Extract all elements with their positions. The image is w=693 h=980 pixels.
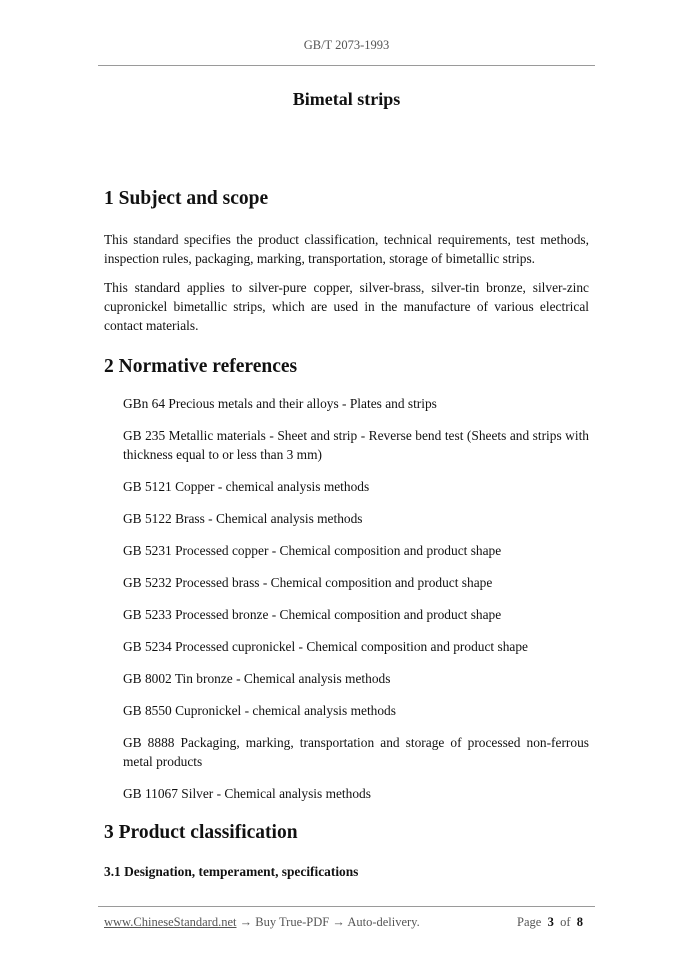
reference-item: GB 5232 Processed brass - Chemical composition and product shape — [123, 575, 493, 590]
arrow-right-icon: → — [332, 915, 345, 929]
page-number — [517, 915, 583, 930]
footer-delivery-text: Auto-delivery. — [347, 915, 420, 929]
reference-item: GB 5233 Processed bronze - Chemical composition and product shape — [123, 607, 502, 622]
reference-item: GB 8002 Tin bronze - Chemical analysis methods — [123, 671, 391, 686]
reference-item: GB 5234 Processed cupronickel - Chemical composition and product shape — [123, 639, 528, 654]
section-1-heading: 1 Subject and scope — [104, 188, 269, 209]
footer-buy-text: Buy True-PDF — [255, 915, 330, 929]
of-label: of — [560, 915, 571, 929]
footer-promo — [104, 915, 420, 930]
section-2-heading: 2 Normative references — [104, 356, 298, 377]
subsection-3-1-heading: 3.1 Designation, temperament, specifications — [104, 864, 359, 879]
section-1-paragraph-1: This standard specifies the product classification, technical requirements, test methods, inspection rules, packaging, marking, transportation, storage of bimetallic strips. — [104, 232, 589, 266]
header-divider — [98, 65, 595, 66]
footer-divider — [98, 906, 595, 907]
total-pages: 8 — [576, 915, 583, 929]
reference-item: GB 11067 Silver - Chemical analysis methods — [123, 786, 371, 801]
reference-item: GB 5122 Brass - Chemical analysis methods — [123, 511, 363, 526]
reference-item: GB 8550 Cupronickel - chemical analysis methods — [123, 703, 396, 718]
reference-item: GB 5231 Processed copper - Chemical composition and product shape — [123, 543, 502, 558]
reference-item: GB 8888 Packaging, marking, transportation and storage of processed non-ferrous metal products — [123, 735, 589, 769]
reference-list — [104, 394, 589, 803]
current-page: 3 — [547, 915, 554, 929]
reference-item: GBn 64 Precious metals and their alloys - Plates and strips — [123, 396, 437, 411]
section-3-heading: 3 Product classification — [104, 822, 298, 843]
reference-item: GB 235 Metallic materials - Sheet and strip - Reverse bend test (Sheets and strips with thickness equal to or less than 3 mm) — [123, 428, 589, 462]
website-link[interactable]: www.ChineseStandard.net — [104, 915, 237, 929]
arrow-right-icon: → — [239, 915, 253, 929]
reference-item: GB 5121 Copper - chemical analysis methods — [123, 479, 370, 494]
document-title: Bimetal strips — [292, 89, 401, 109]
page-label: Page — [517, 915, 542, 929]
running-header: GB/T 2073-1993 — [303, 38, 390, 52]
document-body — [104, 185, 589, 881]
section-1-paragraph-2: This standard applies to silver-pure copper, silver-brass, silver-tin bronze, silver-zinc cupronickel bimetallic strips, which are used in the manufacture of various electrical contact materials. — [104, 280, 589, 333]
